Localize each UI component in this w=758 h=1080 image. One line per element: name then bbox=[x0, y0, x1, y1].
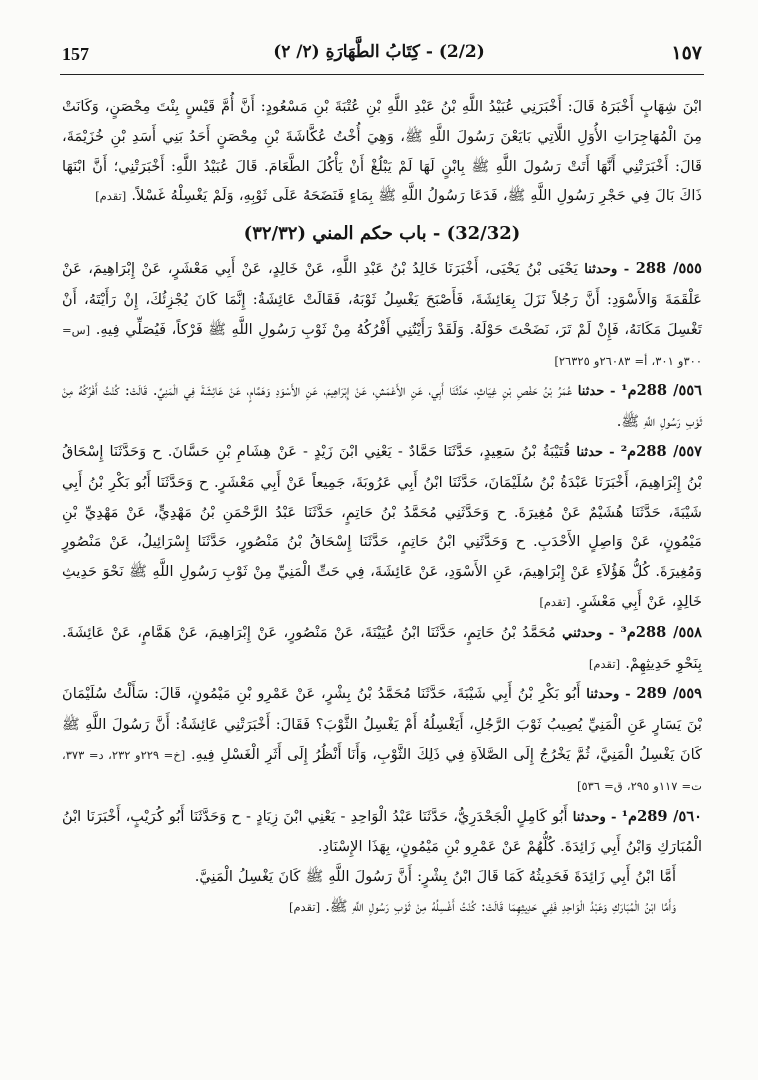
hadith-ref: [س= ٣٠٠و ٣٠١، أ= ٢٦٠٨٣و ٢٦٣٢٥] bbox=[62, 322, 702, 368]
header-divider bbox=[60, 74, 704, 75]
chapter-heading bbox=[62, 214, 702, 254]
chapter-prefix: (32/32) bbox=[446, 223, 521, 245]
hadith-text: عُمَرُ بْنُ حَفْصِ بْنِ غِيَاثٍ، حَدَّثَنَا أَبِي، عَنِ الأَعْمَشِ، عَنْ إِبْرَاهِيمَ، عَنِ الأَسْوَدِ وَهَمَّامٍ، عَنْ عَائِشَةَ فِي الْمَنِيِّ. قَالَتْ: كُنْتُ أَفْرُكُهُ مِنْ ثَوْبِ رَسُولِ اللَّهِ ﷺ. bbox=[62, 382, 702, 431]
hadith-558 bbox=[62, 618, 702, 680]
tail-line-2 bbox=[62, 892, 702, 923]
running-header-title: (2/2) - كِتَابُ الطَّهَارَةِ (٢/ ٢) bbox=[273, 42, 485, 62]
page-number-latin: 157 bbox=[62, 44, 89, 64]
hadith-number: ٥٥٨/ 288م³ bbox=[620, 623, 703, 641]
hadith-text: قُتَيْبَةُ بْنُ سَعِيدٍ، حَدَّثَنَا حَمَّادٌ - يَعْنِي ابْنَ زَيْدٍ - عَنْ هِشَامِ بْنِ حَسَّانَ. ح وَحَدَّثَنَا إِسْحَاقُ بْنُ إِبْرَاهِيمَ، أَخْبَرَنَا عَبْدَةُ بْنُ سُلَيْمَانَ، حَدَّثَنَا ابْنُ أَبِي عَرُوبَةَ، جَمِيعاً عَنْ أَبِي مَعْشَرٍ. ح وَحَدَّثَنَا أَبُو بَكْرِ بْنُ أَبِي شَيْبَةَ، حَدَّثَنَا هُشَيْمٌ عَنْ مُغِيرَةَ. ح وَحَدَّثَنِي مُحَمَّدُ بْنُ حَاتِمٍ، حَدَّثَنَا عَبْدُ الرَّحْمَنِ بْنُ مَهْدِيٍّ، عَنْ مَهْدِيِّ بْنِ مَيْمُونٍ، عَنْ وَاصِلٍ الأَحْدَبِ. ح وَحَدَّثَنِي ابْنُ حَاتِمٍ، حَدَّثَنَا إِسْحَاقُ بْنُ مَنْصُورٍ، حَدَّثَنَا إِسْرَائِيلُ، عَنْ مَنْصُورٍ وَمُغِيرَةَ. كُلُّ هَؤُلاَءِ عَنْ إِبْرَاهِيمَ، عَنِ الأَسْوَدِ، عَنْ عَائِشَةَ، فِي حَتِّ الْمَنِيِّ مِنْ ثَوْبِ رَسُولِ اللَّهِ ﷺ نَحْوَ حَدِيثِ خَالِدٍ، عَنْ أَبِي مَعْشَرٍ. bbox=[62, 442, 702, 610]
hadith-lead: - حدثنا bbox=[577, 384, 616, 400]
hadith-number: ٥٦٠/ 289م¹ bbox=[621, 807, 702, 825]
hadith-number: ٥٥٩/ 289 bbox=[636, 685, 702, 703]
hadith-number: ٥٥٧/ 288م² bbox=[620, 442, 703, 460]
hadith-lead: - وحدثني bbox=[562, 625, 615, 641]
hadith-556 bbox=[62, 376, 702, 437]
chapter-title: - باب حكم المني (٣٢/٣٢) bbox=[243, 223, 441, 245]
hadith-560 bbox=[62, 802, 702, 863]
intro-paragraph bbox=[62, 92, 702, 212]
intro-text: ابْنَ شِهَابٍ أَخْبَرَهُ قَالَ: أَخْبَرَنِي عُبَيْدُ اللَّهِ بْنُ عَبْدِ اللَّهِ بْنِ عُتْبَةَ بْنِ مَسْعُودٍ: أَنَّ أُمَّ قَيْسٍ بِنْتَ مِحْصَنٍ، وَكَانَتْ مِنَ الْمُهَاجِرَاتِ الأُوَلِ اللَّاتِي بَايَعْنَ رَسُولَ اللَّهِ ﷺ، وَهِيَ أُخْتُ عُكَّاشَةَ بْنِ مِحْصَنٍ أَحَدُ بَنِي أَسَدِ بْنِ خُزَيْمَةَ، قَالَ: أَخْبَرَتْنِي أَنَّهَا أَتَتْ رَسُولَ اللَّهِ ﷺ بِابْنٍ لَهَا لَمْ يَبْلُغْ أَنْ يَأْكُلَ الطَّعَامَ. قَالَ عُبَيْدُ اللَّهِ: أَخْبَرَتْنِي؛ أَنَّ ابْنَهَا ذَاكَ بَالَ فِي حَجْرِ رَسُولِ اللَّهِ ﷺ، فَدَعَا رَسُولُ اللَّهِ ﷺ بِمَاءٍ فَنَضَحَهُ عَلَى ثَوْبِهِ، وَلَمْ يَغْسِلْهُ غَسْلاً. bbox=[62, 98, 702, 205]
hadith-text: أَبُو بَكْرِ بْنُ أَبِي شَيْبَةَ، حَدَّثَنَا مُحَمَّدُ بْنُ بِشْرٍ، عَنْ عَمْرِو بْنِ مَيْمُونٍ، قَالَ: سَأَلْتُ سُلَيْمَانَ بْنَ يَسَارٍ عَنِ الْمَنِيِّ يُصِيبُ ثَوْبَ الرَّجُلِ، أَيَغْسِلُهُ أَمْ يَغْسِلُ الثَّوْبَ؟ فَقَالَ: أَخْبَرَتْنِي عَائِشَةُ: أَنَّ رَسُولَ اللَّهِ ﷺ كَانَ يَغْسِلُ الْمَنِيَّ، ثُمَّ يَخْرُجُ إِلَى الصَّلاَةِ فِي ذَلِكَ الثَّوْبِ، وَأَنَا أَنْظُرُ إِلَى أَثَرِ الْغَسْلِ فِيهِ. bbox=[62, 685, 703, 763]
hadith-lead: - وحدثنا bbox=[584, 262, 630, 278]
tail-text: وَأَمَّا ابْنُ الْمُبَارَكِ وَعَبْدُ الْوَاحِدِ فَفِي حَدِيثِهِمَا قَالَتْ: كُنْتُ أَغْسِلُهُ مِنْ ثَوْبِ رَسُولِ اللَّهِ ﷺ. bbox=[325, 897, 676, 915]
hadith-number: ٥٥٥/ 288 bbox=[635, 260, 702, 278]
hadith-555 bbox=[62, 254, 702, 376]
tail-ref: [تقدم] bbox=[288, 899, 321, 914]
page-body bbox=[62, 92, 702, 1062]
page-number-arabic: ١٥٧ bbox=[671, 42, 702, 64]
intro-ref: [تقدم] bbox=[95, 189, 127, 204]
tail-line-1 bbox=[62, 862, 702, 892]
hadith-lead: - حدثنا bbox=[576, 444, 615, 460]
hadith-559 bbox=[62, 679, 702, 801]
hadith-number: ٥٥٦/ 288م¹ bbox=[621, 382, 703, 400]
hadith-ref: [تقدم] bbox=[539, 594, 571, 609]
hadith-lead: - وحدثنا bbox=[572, 809, 617, 825]
hadith-ref: [تقدم] bbox=[588, 656, 621, 671]
hadith-text: أَبُو كَامِلٍ الْجَحْدَرِيُّ، حَدَّثَنَا عَبْدُ الْوَاحِدِ - يَعْنِي ابْنَ زِيَادٍ - ح وَحَدَّثَنَا أَبُو كُرَيْبٍ، أَخْبَرَنَا ابْنُ الْمُبَارَكِ وَابْنُ أَبِي زَائِدَةَ. كُلُّهُمْ عَنْ عَمْرِو بْنِ مَيْمُونٍ، بِهَذَا الإِسْنَادِ. bbox=[62, 807, 702, 856]
hadith-ref: [خ= ٢٢٩و ٢٣٢، د= ٣٧٣، ت= ١١٧و ٢٩٥، ق= ٥٣٦] bbox=[62, 747, 702, 793]
hadith-text: يَحْيَى بْنُ يَحْيَى، أَخْبَرَنَا خَالِدُ بْنُ عَبْدِ اللَّهِ، عَنْ خَالِدٍ، عَنْ أَبِي مَعْشَرٍ، عَنْ إِبْرَاهِيمَ، عَنْ عَلْقَمَةَ وَالأَسْوَدِ: أَنَّ رَجُلاً نَزَلَ بِعَائِشَةَ، فَأَصْبَحَ يَغْسِلُ ثَوْبَهُ، فَقَالَتْ عَائِشَةُ: إِنَّمَا كَانَ يُجْزِئُكَ، إِنْ رَأَيْتَهُ، أَنْ تَغْسِلَ مَكَانَهُ، فَإِنْ لَمْ تَرَ، نَضَحْتَ حَوْلَهُ. وَلَقَدْ رَأَيْتُنِي أَفْرُكُهُ مِنْ ثَوْبِ رَسُولِ اللَّهِ ﷺ فَرْكاً، فَيُصَلِّي فِيهِ. bbox=[62, 260, 702, 338]
tail-text: أَمَّا ابْنُ أَبِي زَائِدَةَ فَحَدِيثُهُ كَمَا قَالَ ابْنُ بِشْرٍ: أَنَّ رَسُولَ اللَّهِ ﷺ كَانَ يَغْسِلُ الْمَنِيَّ. bbox=[194, 868, 676, 886]
hadith-text: مُحَمَّدُ بْنُ حَاتِمٍ، حَدَّثَنَا ابْنُ عُيَيْنَةَ، عَنْ مَنْصُورٍ، عَنْ إِبْرَاهِيمَ، عَنْ هَمَّامٍ، عَنْ عَائِشَةَ. بِنَحْوِ حَدِيثِهِمْ. bbox=[62, 623, 702, 672]
hadith-557 bbox=[62, 437, 702, 618]
hadith-lead: - وحدثنا bbox=[586, 687, 631, 703]
